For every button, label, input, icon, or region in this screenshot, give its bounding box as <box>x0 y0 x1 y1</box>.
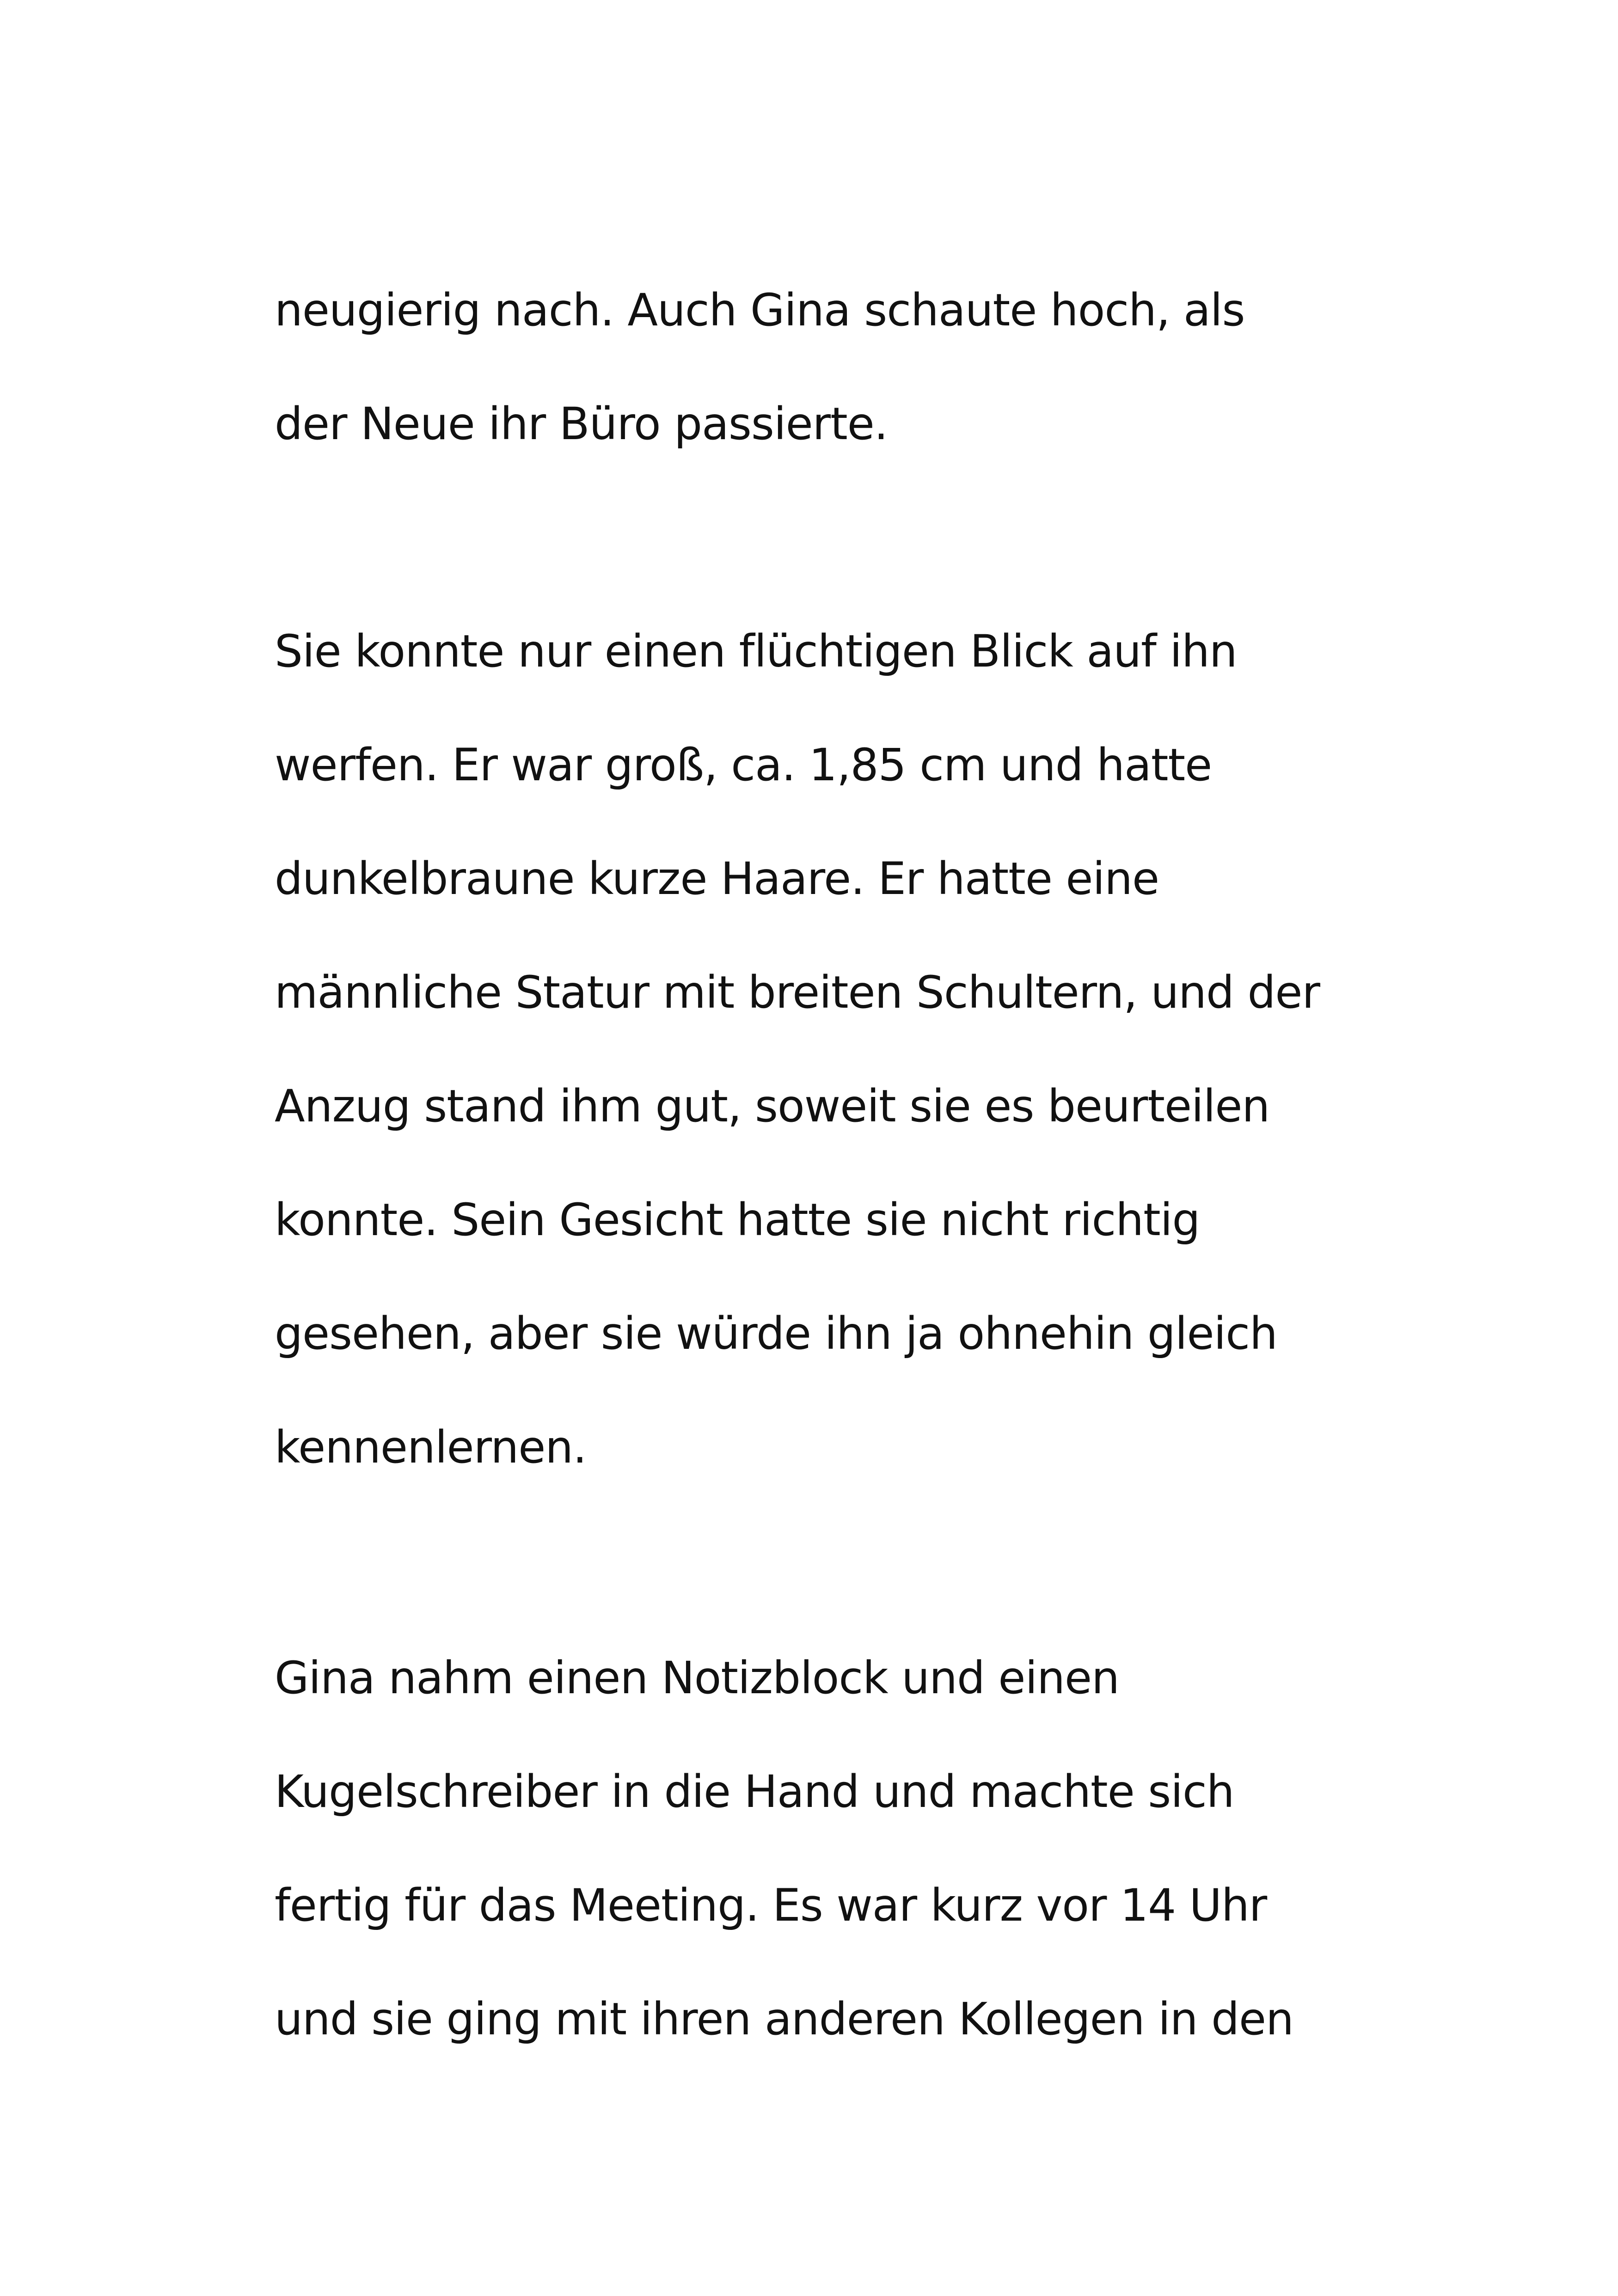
text-line: Sie konnte nur einen flüchtigen Blick auf ihn <box>275 625 1237 677</box>
text-line: und sie ging mit ihren anderen Kollegen in den <box>275 1993 1293 2045</box>
text-line: Gina nahm einen Notizblock und einen <box>275 1652 1119 1704</box>
text-line: männliche Statur mit breiten Schultern, und der <box>275 967 1320 1018</box>
text-line: kennenlernen. <box>275 1421 587 1473</box>
text-line: dunkelbraune kurze Haare. Er hatte eine <box>275 853 1159 905</box>
text-line: Anzug stand ihm gut, soweit sie es beurteilen <box>275 1080 1270 1132</box>
text-line: konnte. Sein Gesicht hatte sie nicht richtig <box>275 1194 1200 1246</box>
text-line: neugierig nach. Auch Gina schaute hoch, als <box>275 284 1245 336</box>
text-line: werfen. Er war groß, ca. 1,85 cm und hatte <box>275 739 1212 791</box>
text-line: Kugelschreiber in die Hand und machte sich <box>275 1766 1234 1818</box>
paragraph-3 <box>275 1621 1384 2076</box>
text-line: gesehen, aber sie würde ihn ja ohnehin gleich <box>275 1308 1277 1359</box>
paragraph-1 <box>275 253 1384 481</box>
text-line: der Neue ihr Büro passierte. <box>275 398 888 450</box>
paragraph-2 <box>275 594 1384 1504</box>
text-line: fertig für das Meeting. Es war kurz vor 14 Uhr <box>275 1880 1267 1931</box>
